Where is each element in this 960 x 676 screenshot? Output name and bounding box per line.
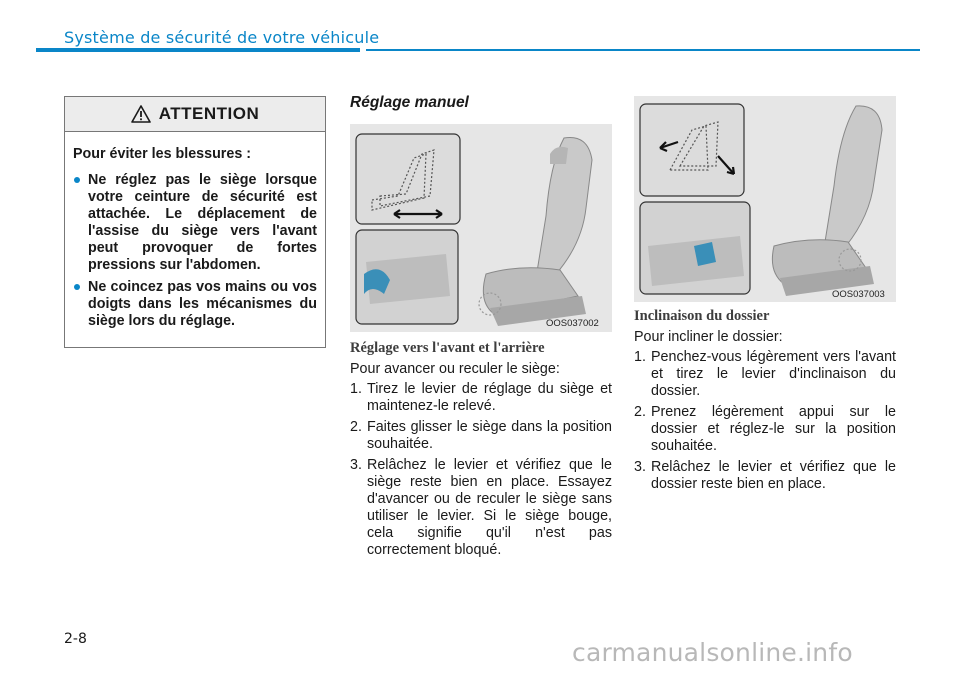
chapter-title: Système de sécurité de votre véhicule xyxy=(64,28,380,47)
step-item: 2. Faites glisser le siège dans la position souhaitée. xyxy=(350,419,612,452)
header-rule-thin xyxy=(366,49,920,51)
section-heading: Réglage manuel xyxy=(350,94,469,111)
step-item: 1. Tirez le levier de réglage du siège et maintenez-le relevé. xyxy=(350,381,612,414)
figure-code: OOS037003 xyxy=(832,289,885,300)
recline-steps xyxy=(634,349,896,493)
page-number: 2-8 xyxy=(64,631,87,647)
attention-box xyxy=(64,96,326,348)
forward-intro: Pour avancer ou reculer le siège: xyxy=(350,361,560,377)
seat-slide-drawing xyxy=(350,124,612,332)
recline-section xyxy=(634,308,896,497)
seat-slide-illustration xyxy=(350,124,612,332)
attention-item: Ne réglez pas le siège lorsque votre ceinture de sécurité est attachée. Le déplacement de l'assise du siège vers l'avant peut provoquer de fortes pressions sur l'abdomen. xyxy=(73,172,317,274)
step-item: 3. Relâchez le levier et vérifiez que le siège reste bien en place. Essayez d'avancer ou de reculer le siège sans utiliser le levier. Si le siège bouge, cela signifie qu'il n'est pas correctement bloqué. xyxy=(350,457,612,558)
recline-intro: Pour incliner le dossier: xyxy=(634,329,783,345)
attention-item: Ne coincez pas vos mains ou vos doigts dans les mécanismes du siège lors du réglage. xyxy=(73,279,317,330)
step-item: 3. Relâchez le levier et vérifiez que le dossier reste bien en place. xyxy=(634,459,896,492)
attention-title: ATTENTION xyxy=(158,104,260,123)
attention-intro: Pour éviter les blessures : xyxy=(73,146,251,162)
warning-triangle-icon xyxy=(131,105,151,123)
seat-recline-illustration xyxy=(634,96,896,302)
header-rule-thick xyxy=(36,48,360,52)
seat-recline-drawing xyxy=(634,96,896,302)
recline-heading: Inclinaison du dossier xyxy=(634,308,770,324)
step-item: 1. Penchez-vous légèrement vers l'avant et tirez le levier d'inclinaison du dossier. xyxy=(634,349,896,399)
attention-header xyxy=(65,97,325,132)
watermark: carmanualsonline.info xyxy=(572,638,853,667)
attention-list xyxy=(73,172,317,330)
figure-code: OOS037002 xyxy=(546,318,599,329)
forward-heading: Réglage vers l'avant et l'arrière xyxy=(350,340,545,356)
step-item: 2. Prenez légèrement appui sur le dossier et réglez-le sur la position souhaitée. xyxy=(634,404,896,454)
forward-steps xyxy=(350,381,612,559)
forward-section xyxy=(350,340,612,563)
